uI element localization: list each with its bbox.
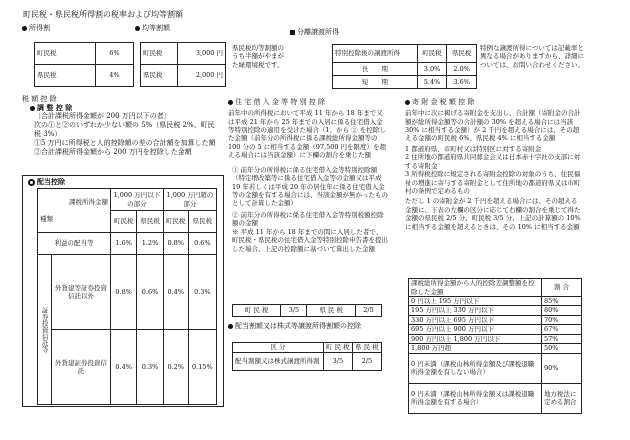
adjust-item: ①5 万円に所得税と人的控除額の差の合計額を加算した額 [34, 139, 216, 148]
row-label: 0 円以上 195 万円以下 [409, 297, 542, 306]
cell: 地方税法に定める割合 [542, 383, 582, 413]
cell: 3/5 [323, 353, 352, 371]
col-header: 1,000 万円超の部分 [163, 189, 216, 211]
cell: 1.2% [137, 233, 163, 255]
sub-header: 町民税 [111, 211, 137, 233]
flat-rate-table [140, 42, 226, 87]
cell: 50% [542, 344, 582, 353]
housing-loan-item: ① 前年分の所得税に係る住宅借入金等特別控除額（特定増改築等に係る住宅借入金等の金額又は平成 19 年若しくは平成 20 年の居住年に係る住宅借入金等の金額を有する場合には、当該金額が無かったものとして計算した金額） [232, 165, 388, 208]
col-header: 課税総所得金額から人的控除差調整額を控除した金額 [409, 279, 542, 297]
adjust-item: ②合計課税所得金額から 200 万円を控除した金額 [34, 148, 192, 157]
adjust-body [34, 112, 219, 157]
bullet-icon [228, 100, 233, 105]
cell: 0.15% [188, 330, 216, 405]
donation-item: 3 所得税控除に規定される寄附金控除の対象のうち、住民福祉の増進に寄与する寄附金として住所地の都道府県又は市町村の条例で定めるもの [405, 170, 581, 196]
cell: 0.4% [163, 255, 188, 330]
col-header: 割 合 [542, 279, 582, 297]
donation-heading: 寄 附 金 税 額 控 除 [405, 98, 583, 107]
row-label: 外貨建等証券投資信託以外 [51, 255, 110, 330]
adjust-heading: 調 整 控 除 [30, 103, 72, 112]
housing-loan-rate-table [232, 304, 382, 317]
cell: 90% [542, 353, 582, 383]
cell: 2/5 [352, 353, 381, 371]
row-value: 3,000 円 [177, 43, 225, 65]
cell: 0.6% [188, 233, 216, 255]
dividend-transfer-table [232, 342, 382, 371]
col-header: 町民税 [417, 45, 447, 63]
housing-loan-item: ② 前年分の所得税に係る住宅借入金等特別税額控除額の金額 [232, 210, 384, 228]
income-rate-heading: 所得割 [22, 24, 50, 33]
housing-loan-body: 前年中の所得税において平成 11 年から 18 年まで又は平成 21 年から 25 年までの入居に係る住宅借入金等特別控除の適用を受けた場合（1、から ② を控除した金額（前年分の所得税に係る課税総所得金額等の 100 分の 5 に相当する金額（97,500 円を限度）を超える場合には当該金額）に下欄の割合を乗じた額 [228, 109, 387, 160]
row-label: 県民税 [141, 65, 178, 87]
row-label: 町民税 [141, 43, 178, 65]
corner-top: 課税所得金額 [69, 198, 108, 207]
flat-rate-note: 県民税均等割額のうち半額がやまがた緑環境税です。 [232, 44, 284, 69]
row-value: 2,000 円 [177, 65, 225, 87]
bullet-icon [290, 30, 295, 35]
col-header: 特別控除後の譲渡所得 [333, 45, 418, 63]
flat-rate-heading: 均等割額 [135, 24, 170, 33]
cell: 0.3% [137, 330, 163, 405]
row-label: 県民税 [35, 65, 96, 87]
bullet-icon [22, 26, 27, 31]
donation-note: ただし 1 の寄附金が 2 千円を超える場合には、その超える金額に、下表の左欄の区分に応じて右欄の割合を乗じて得た金額の県民税 2/5 分、町民税 3/5 分、上記の計算額の 10% に相当する金額を超えるときは、その 10% に相当する金額 [405, 197, 581, 231]
col-header: 県 民 税 [352, 343, 381, 353]
cell: 1.6% [111, 233, 137, 255]
col-header: 区 分 [233, 343, 324, 353]
col-header: 町 民 税 [323, 343, 352, 353]
donation-section [405, 98, 583, 231]
bullet-icon [228, 324, 233, 329]
corner-cell [38, 189, 111, 233]
cell: 0.2% [163, 330, 188, 405]
housing-loan-section [228, 98, 388, 253]
cell: 0.8% [111, 255, 137, 330]
row-label: 195 万円以上 330 万円以下 [409, 306, 542, 315]
row-label: 0 円未満（課税山林所得金額及び課税退職所得金額を有しない場合） [409, 353, 542, 383]
cell: 57% [542, 334, 582, 343]
cell: 2.0% [447, 63, 477, 76]
cell: 0.8% [163, 233, 188, 255]
separate-tax-table [332, 44, 477, 89]
cell: 80% [542, 306, 582, 315]
bullet-icon [135, 26, 140, 31]
row-value: 4% [95, 65, 133, 87]
cell: 3.0% [417, 63, 447, 76]
cell: 0.4% [111, 330, 137, 405]
row-label: 330 万円以上 695 万円以下 [409, 315, 542, 324]
sub-header: 県民税 [137, 211, 163, 233]
income-rate-table [34, 42, 134, 87]
row-label: 配当割額又は株式譲渡所得割 [233, 353, 324, 371]
sub-header: 県民税 [188, 211, 216, 233]
row-label: 1,800 万円超 [409, 344, 542, 353]
cell: 5.4% [417, 76, 447, 89]
bullet-icon [28, 179, 35, 186]
bullet-icon [30, 106, 35, 111]
donation-table [408, 278, 582, 414]
rate-label: 町 民 税 [233, 305, 281, 317]
row-value: 6% [95, 43, 133, 65]
row-label: 長 期 [333, 63, 418, 76]
col-header: 県民税 [447, 45, 477, 63]
separate-tax-heading: 分離譲渡所得 [290, 28, 339, 37]
donation-item: 1 都道府県、市町村又は特別区に対する寄附金 [405, 144, 542, 153]
dividend-table [37, 188, 217, 405]
cell: 3.6% [447, 76, 477, 89]
cell: 85% [542, 297, 582, 306]
group-label: 証券投資信託等 [38, 255, 52, 405]
donation-body: 前年中に次に掲げる寄附金を支出し、合計額（寄附金の合計額が総所得金額等の合計額の 30% を超える場合には当該 30% に相当する金額）が 2 千円を超える場合には、その超える金額の町民税 6%、県民税 4% に相当する金額 [405, 109, 581, 143]
cell: 0.3% [188, 255, 216, 330]
cell: 70% [542, 315, 582, 324]
row-label: 短 期 [333, 76, 418, 89]
bullet-icon [405, 100, 410, 105]
adjust-item: 〔合計課税所得金額が 200 万円以下の者〕 [34, 112, 171, 120]
row-label: 900 万円以上 1,800 万円以下 [409, 334, 542, 343]
deductions-heading: 税 額 控 除 [22, 95, 57, 103]
dividend-transfer-heading: 配当割額又は株式等譲渡所得割額の控除 [228, 322, 386, 331]
donation-item: 2 住所地の都道府県共同募金会又は日本赤十字社の支部に対する寄附金 [405, 153, 581, 170]
adjust-item: 次の①と②のいずれか少ない額の 5%（県民税 2%、町民税 3%） [34, 121, 215, 139]
housing-loan-item: ※ 平成 11 年から 18 年までの間に入居した者で、町民税・県民税の住宅借入金等特別控除申告書を提出した場合、上記の控除額に基づいて算出した金額 [232, 227, 388, 253]
row-label: 695 万円以上 900 万円以下 [409, 325, 542, 334]
col-header: 1,000 万円以下の部分 [111, 189, 164, 211]
housing-loan-heading: 住 宅 借 入 金 等 特 別 控 除 [228, 98, 388, 107]
rate-value: 3/5 [281, 305, 307, 317]
cell: 67% [542, 325, 582, 334]
corner-left: 種類 [40, 214, 53, 223]
sub-header: 町民税 [163, 211, 188, 233]
separate-tax-note: 特例な譲渡所得については記載率と異なる場合がありますから、詳細については、お問い合わせください。 [480, 44, 584, 69]
dividend-heading: 配当控除 [28, 177, 65, 186]
row-label: 外貨建証券投資信託 [51, 330, 110, 405]
cell: 0.6% [137, 255, 163, 330]
row-label: 利益の配当等 [38, 233, 111, 255]
rate-label: 県 民 税 [307, 305, 355, 317]
rate-value: 2/5 [355, 305, 381, 317]
row-label: 0 円未満（課税山林所得金額又は課税退職所得金額を有する場合） [409, 383, 542, 413]
row-label: 町民税 [35, 43, 96, 65]
page-title: 町民税・県民税所得割の税率および均等割額 [23, 10, 183, 19]
